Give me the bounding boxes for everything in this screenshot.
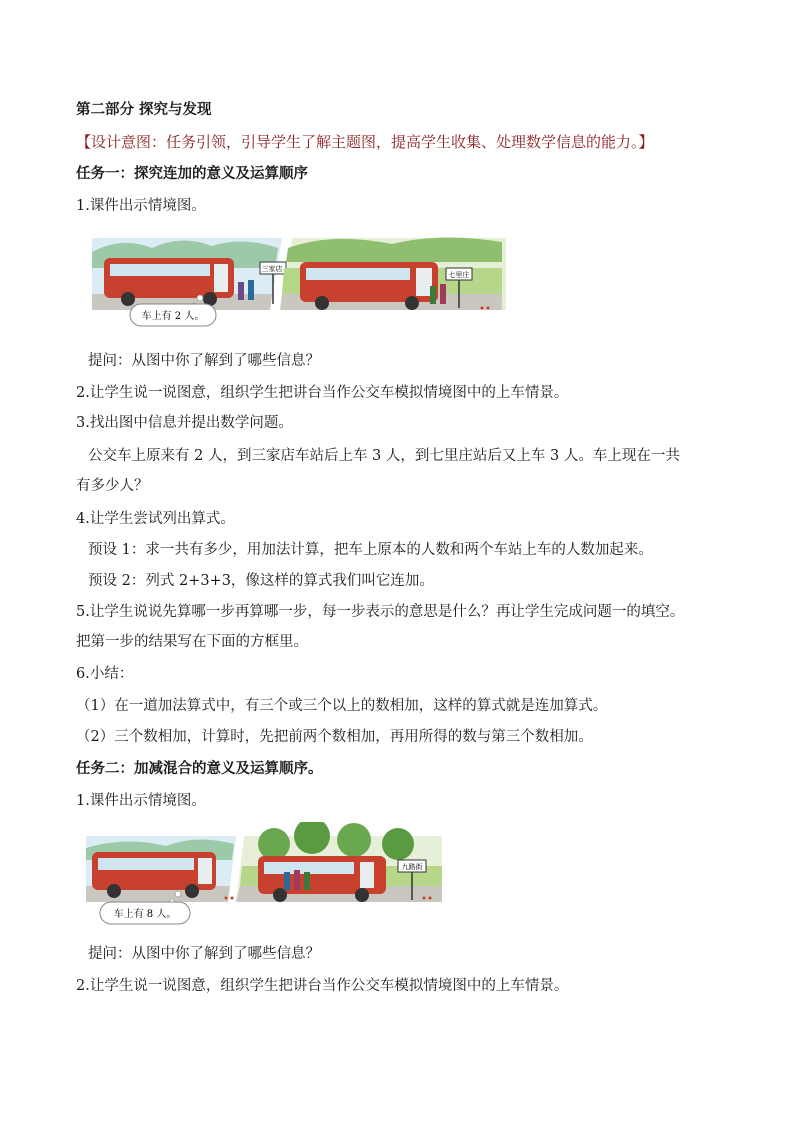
task1-summary2: （2）三个数相加，计算时，先把前两个数相加，再用所得的数与第三个数相加。 [76,729,593,745]
scene1-panel-right [280,237,506,310]
task1-step5-line2: 把第一步的结果写在下面的方框里。 [76,634,308,650]
task2-title: 任务二：加减混合的意义及运算顺序。 [76,760,323,777]
task1-preset1: 预设 1：求一共有多少，用加法计算，把车上原本的人数和两个车站上车的人数加起来。 [88,542,653,558]
task2-step2: 2.让学生说一说图意，组织学生把讲台当作公交车模拟情境图中的上车情景。 [76,978,569,994]
task2-question: 提问：从图中你了解到了哪些信息？ [88,946,320,962]
task1-step4: 4.让学生尝试列出算式。 [76,511,235,527]
task1-step5-line1: 5.让学生说说先算哪一步再算哪一步，每一步表示的意思是什么？再让学生完成问题一的填空。 [76,604,685,620]
task1-question: 提问：从图中你了解到了哪些信息？ [88,353,320,369]
design-intent: 【设计意图：任务引领，引导学生了解主题图，提高学生收集、处理数学信息的能力。】 [76,133,654,151]
bus-left-2 [92,852,216,890]
bus-scene-2-illustration [86,822,442,930]
task2-step1: 1.课件出示情境图。 [76,793,206,809]
task1-title: 任务一：探究连加的意义及运算顺序 [76,165,308,182]
stop-sign-qilizhuang: 七里庄 [448,271,470,279]
task1-problem-line1: 公交车上原来有 2 人，到三家店车站后上车 3 人，到七里庄站后又上车 3 人。车上现在一共 [88,448,680,464]
task1-step6: 6.小结： [76,666,134,682]
bus-scene-2 [86,822,442,930]
task1-step1: 1.课件出示情境图。 [76,198,206,214]
bus-scene-1-illustration [92,228,506,338]
scene2-panel-right [236,822,442,902]
task1-summary1: （1）在一道加法算式中，有三个或三个以上的数相加，这样的算式就是连加算式。 [76,698,608,714]
task1-step2: 2.让学生说一说图意，组织学生把讲台当作公交车模拟情境图中的上车情景。 [76,385,569,401]
stop-sign-sanjiadian: 三家店 [261,265,283,273]
task1-problem-line2: 有多少人？ [76,478,149,494]
stop-sign-jiulujie: 九路街 [401,863,423,871]
bus-scene-1 [92,228,506,338]
scene2-panel-left [86,836,236,902]
scene2-bubble-text: 车上有 8 人。 [113,909,177,920]
task1-step3: 3.找出图中信息并提出数学问题。 [76,415,293,431]
scene1-bubble-text: 车上有 2 人。 [141,311,205,322]
scene1-panel-left [92,238,286,310]
task1-preset2: 预设 2：列式 2+3+3，像这样的算式我们叫它连加。 [88,573,434,589]
section-title: 第二部分 探究与发现 [76,101,212,118]
